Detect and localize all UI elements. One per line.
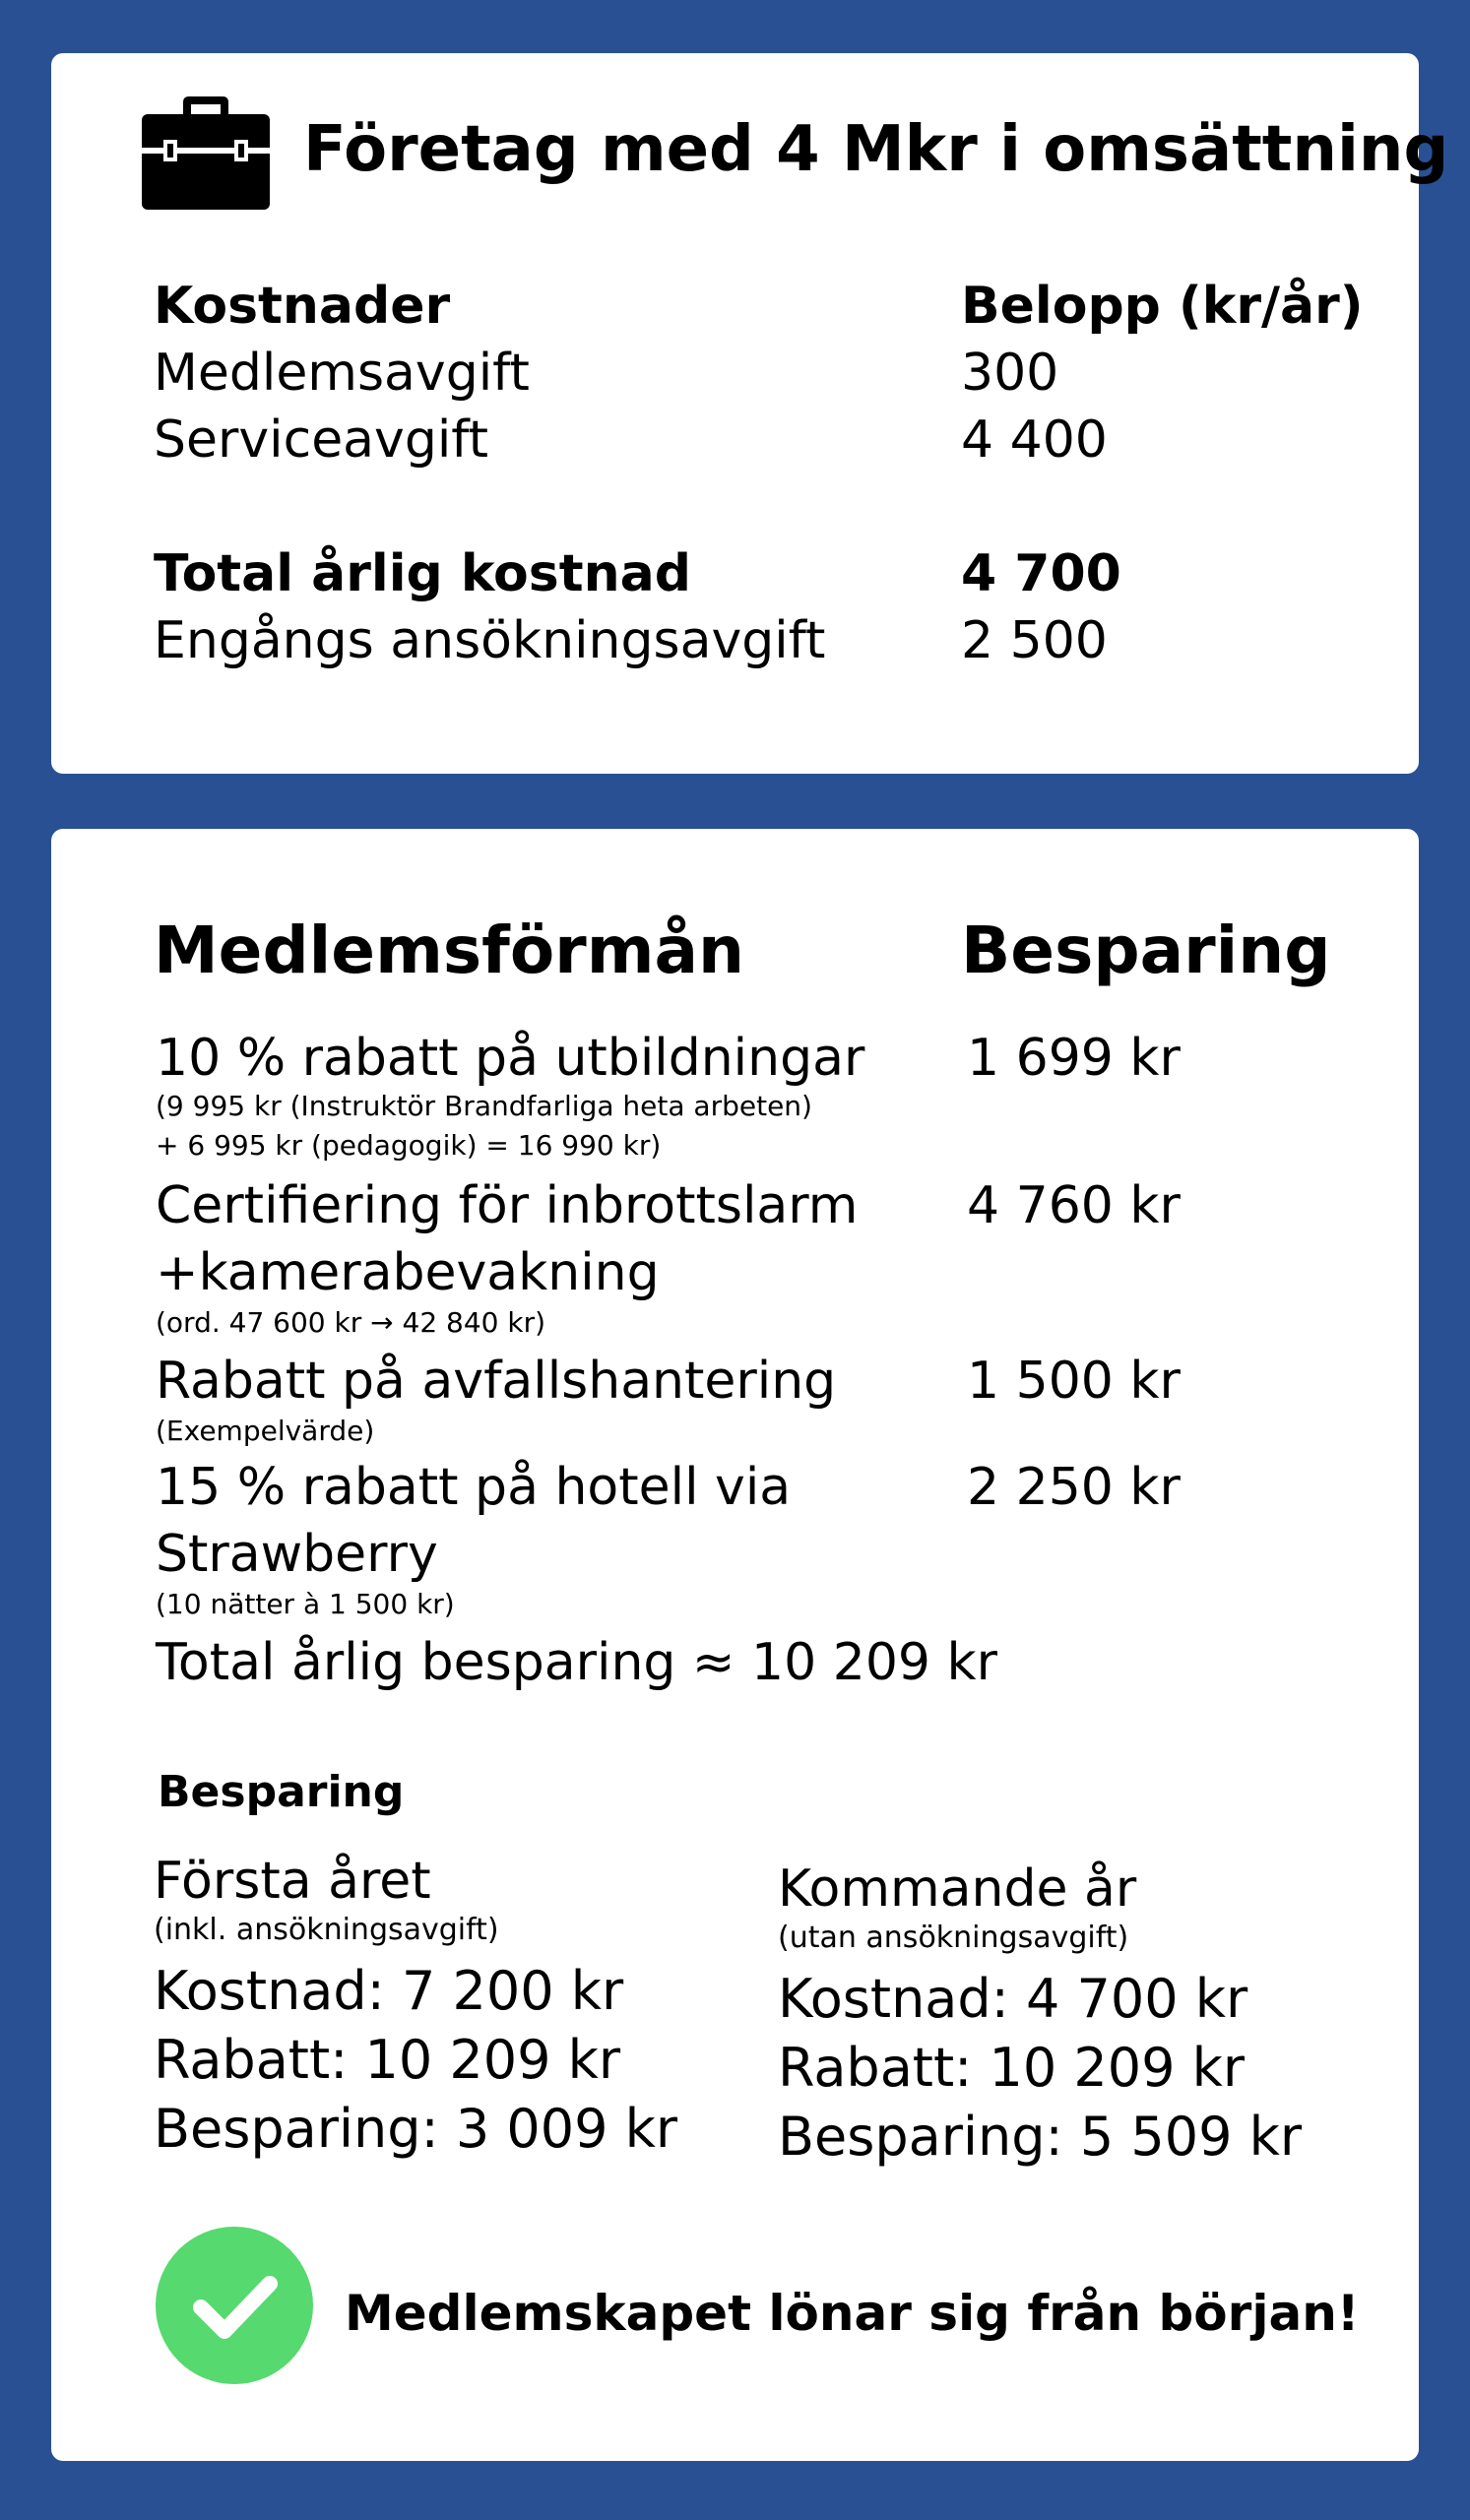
next-years-title: Kommande år	[778, 1859, 1137, 1919]
cost-card	[51, 53, 1449, 774]
first-year-saving: Besparing: 3 009 kr	[154, 2098, 678, 2160]
column-header-benefit: Medlemsförmån	[154, 913, 745, 988]
check-circle-icon	[156, 2227, 313, 2384]
first-year-note: (inkl. ansökningsavgift)	[154, 1913, 499, 1947]
benefit-title: 10 % rabatt på utbildningar	[156, 1029, 865, 1088]
benefit-note: + 6 995 kr (pedagogik) = 16 990 kr)	[156, 1129, 662, 1162]
benefit-value: 1 699 kr	[967, 1029, 1181, 1088]
next-years-cost: Kostnad: 4 700 kr	[778, 1968, 1248, 2030]
benefit-note: (9 995 kr (Instruktör Brandfarliga heta arbeten)	[156, 1090, 812, 1122]
application-fee-value: 2 500	[961, 611, 1108, 670]
benefit-title-cont: Strawberry	[156, 1525, 438, 1584]
benefit-note: (10 nätter à 1 500 kr)	[156, 1588, 455, 1620]
column-header-amount: Belopp (kr/år)	[961, 277, 1364, 336]
benefit-note: (ord. 47 600 kr → 42 840 kr)	[156, 1306, 546, 1339]
first-year-title: Första året	[154, 1852, 431, 1911]
total-cost-value: 4 700	[961, 544, 1121, 603]
next-years-saving: Besparing: 5 509 kr	[778, 2106, 1303, 2168]
briefcase-icon	[142, 96, 270, 210]
cost-label: Medlemsavgift	[154, 344, 530, 403]
benefit-title: Rabatt på avfallshantering	[156, 1352, 837, 1411]
benefit-title: 15 % rabatt på hotell via	[156, 1458, 792, 1517]
benefit-title-cont: +kamerabevakning	[156, 1243, 660, 1302]
cost-value: 4 400	[961, 410, 1108, 470]
column-header-saving: Besparing	[961, 913, 1331, 988]
card-title: Företag med 4 Mkr i omsättning	[303, 113, 1449, 186]
next-years-discount: Rabatt: 10 209 kr	[778, 2037, 1246, 2099]
first-year-discount: Rabatt: 10 209 kr	[154, 2029, 621, 2091]
cost-label: Serviceavgift	[154, 410, 489, 470]
benefit-title: Certifiering för inbrottslarm	[156, 1176, 859, 1235]
column-header-costs: Kostnader	[154, 277, 451, 336]
benefit-value: 1 500 kr	[967, 1352, 1181, 1411]
benefit-value: 4 760 kr	[967, 1176, 1181, 1235]
benefit-note: (Exempelvärde)	[156, 1415, 375, 1447]
benefits-card	[51, 829, 1419, 2461]
summary-heading: Besparing	[158, 1767, 405, 1817]
total-saving: Total årlig besparing ≈ 10 209 kr	[156, 1633, 998, 1692]
cost-value: 300	[961, 344, 1059, 403]
conclusion-text: Medlemskapet lönar sig från början!	[345, 2285, 1360, 2342]
benefit-value: 2 250 kr	[967, 1458, 1181, 1517]
first-year-cost: Kostnad: 7 200 kr	[154, 1960, 624, 2022]
checkmark-icon	[156, 2227, 313, 2384]
next-years-note: (utan ansökningsavgift)	[778, 1921, 1129, 1955]
total-cost-label: Total årlig kostnad	[154, 544, 691, 603]
application-fee-label: Engångs ansökningsavgift	[154, 611, 826, 670]
